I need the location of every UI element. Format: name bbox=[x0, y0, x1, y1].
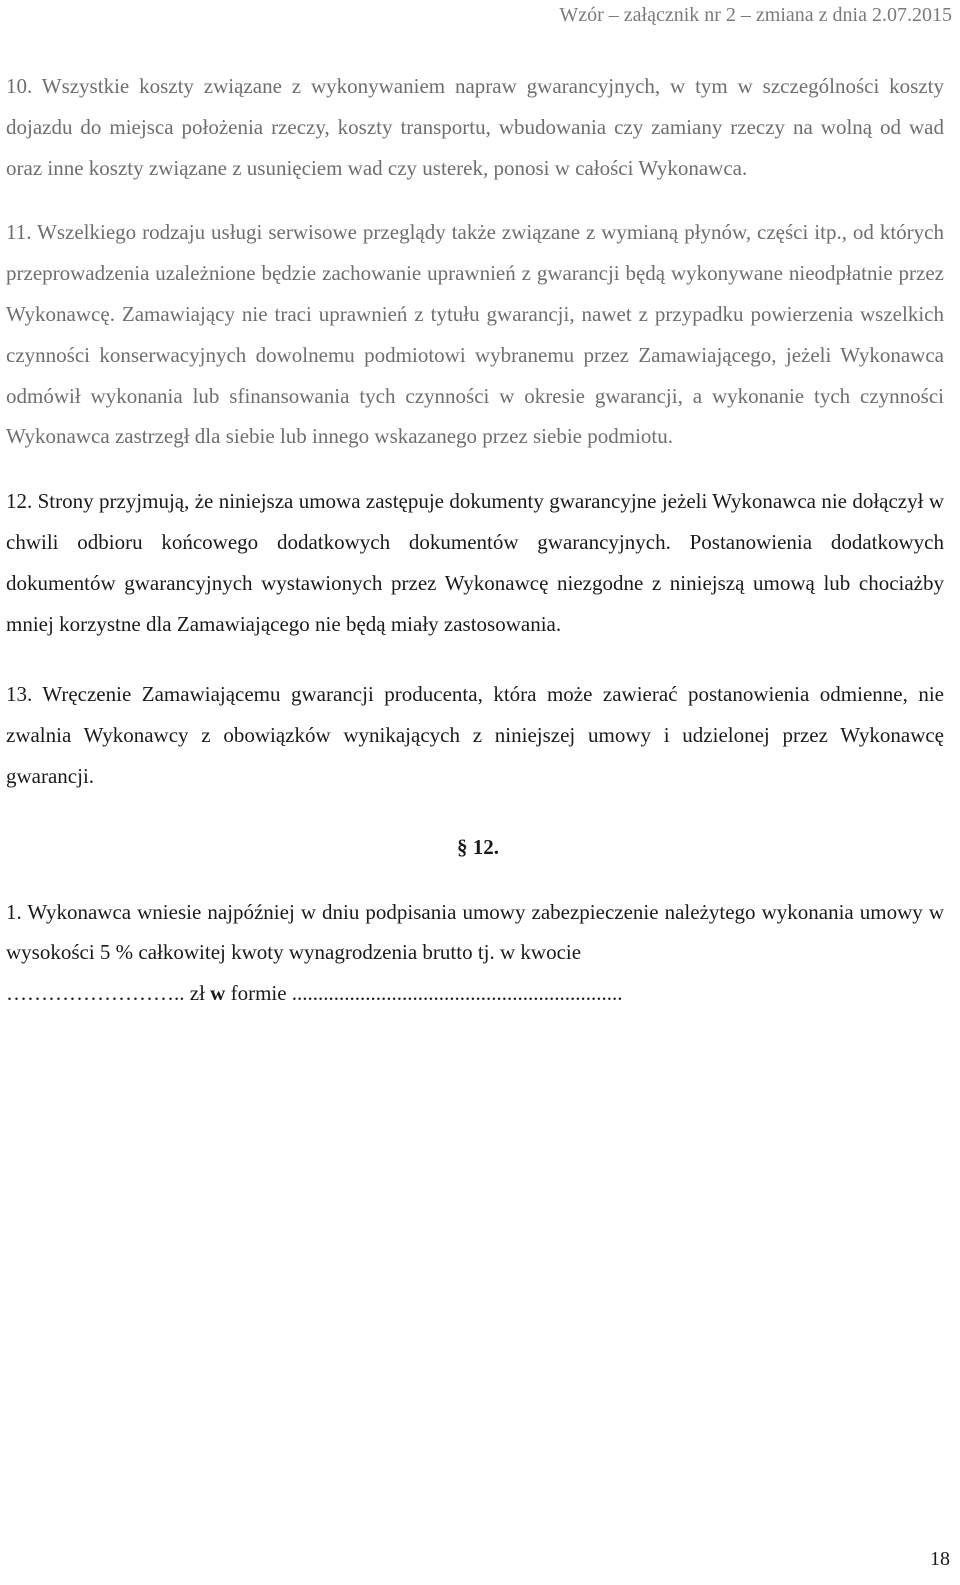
paragraph-10: 10. Wszystkie koszty związane z wykonywaniem napraw gwarancyjnych, w tym w szczególności koszty dojazdu do miejsca położenia rzeczy, koszty transportu, wbudowania czy zamiany rzeczy na wolną od wad oraz inne koszty związane z usunięciem wad czy usterek, ponosi w całości Wykonawca. bbox=[6, 74, 944, 180]
page-number: 18 bbox=[930, 1548, 950, 1570]
section-paragraph-1-bold: w bbox=[210, 981, 226, 1006]
section-title: § 12. bbox=[457, 834, 499, 859]
section-paragraph-1-end: formie ............................................................... bbox=[225, 981, 623, 1006]
document-body bbox=[6, 66, 944, 1014]
paragraph-11: 11. Wszelkiego rodzaju usługi serwisowe przeglądy także związane z wymianą płynów, części itp., od których przeprowadzenia uzależnione będzie zachowanie uprawnień z gwarancji będą wykonywane nieodpłatnie przez Wykonawcę. Zamawiający nie traci uprawnień z tytułu gwarancji, nawet z przypadku powierzenia wszelkich czynności konserwacyjnych dowolnemu podmiotowi wybranemu przez Zamawiającego, jeżeli Wykonawca odmówił wykonania lub sfinansowania tych czynności w okresie gwarancji, a wykonanie tych czynności Wykonawca zastrzegł dla siebie lub innego wskazanego przez siebie podmiotu. bbox=[6, 220, 944, 449]
spacer bbox=[6, 797, 944, 827]
spacer bbox=[6, 188, 944, 212]
section-paragraph-1 bbox=[6, 892, 944, 1014]
spacer bbox=[6, 644, 944, 674]
section-paragraph-1-main: 1. Wykonawca wniesie najpóźniej w dniu podpisania umowy zabezpieczenie należytego wykonania umowy w wysokości 5 % całkowitej kwoty wynagrodzenia brutto tj. w kwocie bbox=[6, 899, 944, 965]
paragraph-12: 12. Strony przyjmują, że niniejsza umowa zastępuje dokumenty gwarancyjne jeżeli Wykonawca nie dołączył w chwili odbioru końcowego dodatkowych dokumentów gwarancyjnych. Postanowienia dodatkowych dokumentów gwarancyjnych wystawionych przez Wykonawcę niezgodne z niniejszą umową lub chociażby mniej korzystne dla Zamawiającego nie będą miały zastosowania. bbox=[6, 489, 944, 636]
spacer bbox=[6, 868, 944, 892]
paragraph-13: 13. Wręczenie Zamawiającemu gwarancji producenta, która może zawierać postanowienia odmienne, nie zwalnia Wykonawcy z obowiązków wynikających z niniejszej umowy i udzielonej przez Wykonawcę gwarancji. bbox=[6, 682, 944, 788]
spacer bbox=[6, 457, 944, 481]
page-header: Wzór – załącznik nr 2 – zmiana z dnia 2.07.2015 bbox=[559, 4, 952, 26]
section-paragraph-1-dots: …………………….. zł bbox=[6, 981, 211, 1006]
